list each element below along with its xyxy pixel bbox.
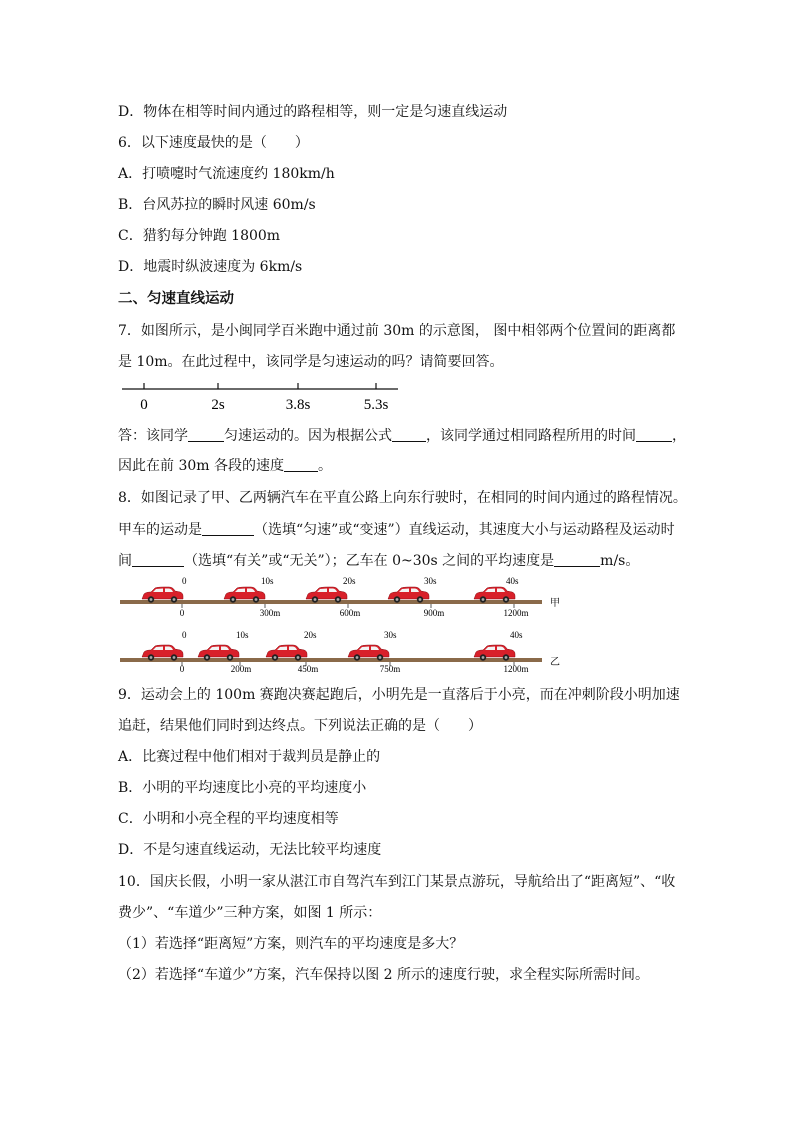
car-a-row xyxy=(120,576,560,618)
q7-answer-line1 xyxy=(118,426,686,446)
timeline-label: 3.8s xyxy=(285,397,311,413)
distance-label: 300m xyxy=(259,608,281,618)
q9-stem-line1: 9．运动会上的 100m 赛跑决赛起跑后，小明先是一直落后于小亮，而在冲刺阶段小明加速 xyxy=(118,687,680,703)
car-a-name: 甲 xyxy=(550,598,560,609)
distance-label: 750m xyxy=(379,664,401,672)
answer-text: ，该同学通过相同路程所用的时间 xyxy=(426,428,636,444)
answer-text: 因此在前 30m 各段的速度 xyxy=(118,458,284,474)
q6-option-b: B．台风苏拉的瞬时风速 60m/s xyxy=(118,197,316,213)
q8-blank-3[interactable] xyxy=(554,552,600,567)
q10-stem-line2: 费少”、“车道少”三种方案，如图 1 所示： xyxy=(118,905,382,921)
q7-answer-line2 xyxy=(118,456,332,476)
q8-text: （选填“匀速”或“变速”）直线运动，其速度大小与运动路程及运动时 xyxy=(254,522,675,538)
time-label: 20s xyxy=(343,576,356,586)
q8-stem-line1: 8．如图记录了甲、乙两辆汽车在平直公路上向东行驶时，在相同的时间内通过的路程情况。 xyxy=(118,490,687,506)
time-label: 30s xyxy=(384,630,397,640)
timeline-label: 2s xyxy=(211,397,225,413)
q9-stem-line2: 追赶，结果他们同时到达终点。下列说法正确的是（ ） xyxy=(118,718,482,734)
q8-stem-line3 xyxy=(118,551,639,571)
time-label: 0 xyxy=(182,630,187,640)
answer-text: ， xyxy=(672,428,686,444)
distance-label: 1200m xyxy=(503,608,529,618)
q6-option-d: D．地震时纵波速度为 6km/s xyxy=(118,259,303,275)
q8-blank-1[interactable] xyxy=(202,521,254,536)
answer-text: 答：该同学 xyxy=(118,428,188,444)
section-heading: 二、匀速直线运动 xyxy=(118,291,234,307)
time-label: 0 xyxy=(182,576,187,586)
answer-blank[interactable] xyxy=(392,427,426,442)
time-label: 10s xyxy=(236,630,249,640)
distance-label: 900m xyxy=(423,608,445,618)
timeline-label: 0 xyxy=(140,397,148,413)
q5-option-d: D．物体在相等时间内通过的路程相等，则一定是匀速直线运动 xyxy=(118,104,508,120)
q6-option-c: C．猎豹每分钟跑 1800m xyxy=(118,228,281,244)
distance-label: 0 xyxy=(179,664,185,672)
timeline-label: 5.3s xyxy=(363,397,389,413)
answer-text: 。 xyxy=(318,458,332,474)
time-label: 40s xyxy=(506,576,519,586)
q8-blank-2[interactable] xyxy=(132,552,184,567)
distance-label: 200m xyxy=(230,664,252,672)
q7-stem-line1: 7．如图所示，是小闽同学百米跑中通过前 30m 的示意图， 图中相邻两个位置间的距离都 xyxy=(118,323,676,339)
road-b xyxy=(120,658,542,662)
road-a xyxy=(120,600,542,604)
car-b-name: 乙 xyxy=(550,657,560,668)
q8-text: 间 xyxy=(118,553,132,569)
time-label: 20s xyxy=(304,630,317,640)
distance-label: 450m xyxy=(297,664,319,672)
answer-blank[interactable] xyxy=(636,427,672,442)
time-label: 10s xyxy=(261,576,274,586)
q6-option-a: A．打喷嚏时气流速度约 180km/h xyxy=(118,166,335,182)
q8-stem-line2 xyxy=(118,520,675,540)
car-b-row xyxy=(120,630,560,672)
answer-blank[interactable] xyxy=(284,457,318,472)
q8-text: （选填“有关”或“无关”）；乙车在 0~30s 之间的平均速度是 xyxy=(184,553,555,569)
q10-sub2: （2）若选择“车道少”方案，汽车保持以图 2 所示的速度行驶，求全程实际所需时间。 xyxy=(118,967,650,983)
q9-option-b: B．小明的平均速度比小亮的平均速度小 xyxy=(118,780,367,796)
q7-timeline-figure xyxy=(118,380,408,414)
q8-text: m/s。 xyxy=(600,553,640,569)
time-label: 40s xyxy=(510,630,523,640)
answer-text: 匀速运动的。因为根据公式 xyxy=(224,428,392,444)
answer-blank[interactable] xyxy=(188,427,224,442)
q9-option-d: D．不是匀速直线运动，无法比较平均速度 xyxy=(118,842,382,858)
distance-label: 600m xyxy=(339,608,361,618)
distance-label: 0 xyxy=(179,608,185,618)
q6-stem: 6．以下速度最快的是（ ） xyxy=(118,135,309,151)
q8-text: 甲车的运动是 xyxy=(118,522,202,538)
q9-option-c: C．小明和小亮全程的平均速度相等 xyxy=(118,811,339,827)
time-label: 30s xyxy=(424,576,437,586)
q10-sub1: （1）若选择“距离短”方案，则汽车的平均速度是多大？ xyxy=(118,936,464,952)
q8-cars-figure xyxy=(118,576,578,672)
q10-stem-line1: 10．国庆长假，小明一家从湛江市自驾汽车到江门某景点游玩，导航给出了“距离短”、“收 xyxy=(118,874,676,890)
distance-label: 1200m xyxy=(503,664,529,672)
q7-stem-line2: 是 10m。在此过程中，该同学是匀速运动的吗？请简要回答。 xyxy=(118,354,504,370)
q9-option-a: A．比赛过程中他们相对于裁判员是静止的 xyxy=(118,749,381,765)
